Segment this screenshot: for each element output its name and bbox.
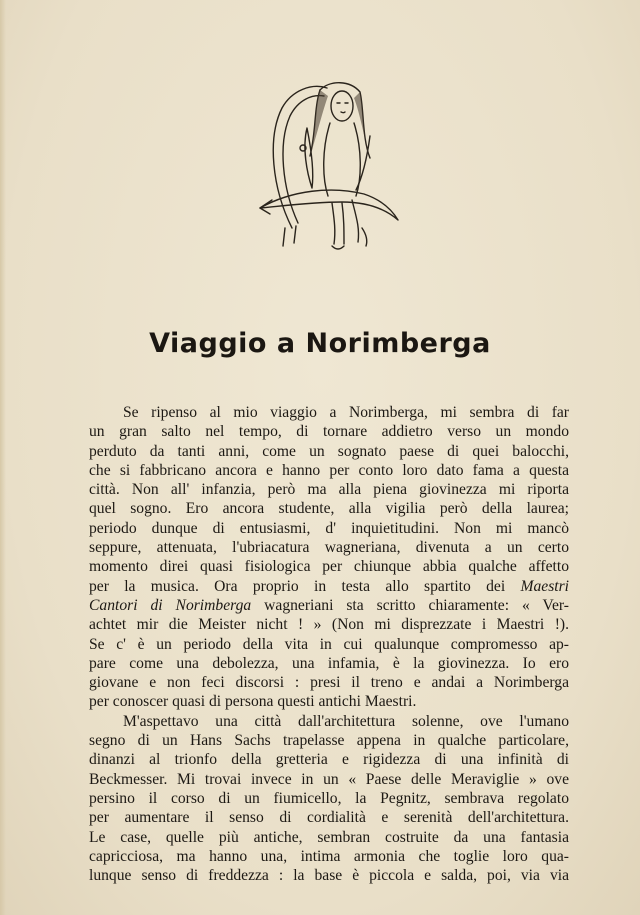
text-line: seppure, attenuata, l'ubriacatura wagneriana, divenuta a un certo [89, 539, 569, 557]
text-line: per la musica. Ora proprio in testa allo spartito dei Maestri [89, 577, 569, 595]
article-title: Viaggio a Norimberga [149, 328, 491, 359]
text-line: persino il corso di un fiumicello, la Pegnitz, sembrava regolato [89, 789, 569, 807]
text-line: quel sogno. Ero ancora studente, alla vigilia però della laurea; [89, 500, 569, 518]
text-line: Se c' è un periodo della vita in cui qualunque compromesso ap- [89, 635, 569, 653]
text-line: momento direi quasi fisiologica per chiunque abbia qualche affetto [89, 558, 569, 576]
text-line: che si fabbricano ancora e hanno per conto loro dato fama a questa [89, 461, 569, 479]
text-line: per aumentare il senso di cordialità e serenità dell'architettura. [89, 809, 569, 827]
italic-title-fragment: Maestri [520, 577, 569, 595]
text-line: achtet mir die Meister nicht ! » (Non mi disprezzate i Maestri !). [89, 616, 569, 634]
text-line: giovane e non feci discorsi : presi il treno e andai a Norimberga [89, 674, 569, 692]
page-edge-shadow [0, 0, 6, 915]
text-line: dinanzi al trionfo della gretteria e rigidezza di una infinità di [89, 751, 569, 769]
italic-title-fragment: Cantori di Norimberga [89, 596, 252, 614]
text-line: segno di un Hans Sachs trapelasse appena in qualche particolare, [89, 732, 569, 750]
text-line: per conoscer quasi di persona questi antichi Maestri. [89, 693, 417, 711]
text-line: Se ripenso al mio viaggio a Norimberga, mi sembra di far [123, 404, 569, 421]
text-line: Le case, quelle più antiche, sembran costruite da una fantasia [89, 828, 569, 846]
text-line: perduto da tanti anni, come un sognato paese di quei balocchi, [89, 442, 569, 460]
text-line: Cantori di Norimberga wagneriani sta scritto chiaramente: « Ver- [89, 596, 569, 614]
text-line: M'aspettavo una città dall'architettura solenne, ove l'umano [123, 712, 569, 730]
text-line: periodo dunque di entusiasmi, d' inquietitudini. Non mi mancò [89, 519, 569, 537]
article-body [89, 403, 569, 885]
text-line: un gran salto nel tempo, di tornare addietro verso un mondo [89, 423, 569, 441]
text-line: città. Non all' infanzia, però ma alla piena giovinezza mi riporta [89, 481, 569, 499]
text-line: capricciosa, ma hanno una, intima armonia che toglie loro qua- [89, 847, 569, 865]
text-line: pare come una debolezza, una infamia, è la giovinezza. Io ero [89, 654, 569, 672]
text-line: lunque senso di freddezza : la base è piccola e salda, poi, via via [89, 867, 569, 885]
text-line: Beckmesser. Mi trovai invece in un « Paese delle Meraviglie » ove [89, 770, 569, 788]
seated-figure-drawing-icon [252, 78, 402, 258]
